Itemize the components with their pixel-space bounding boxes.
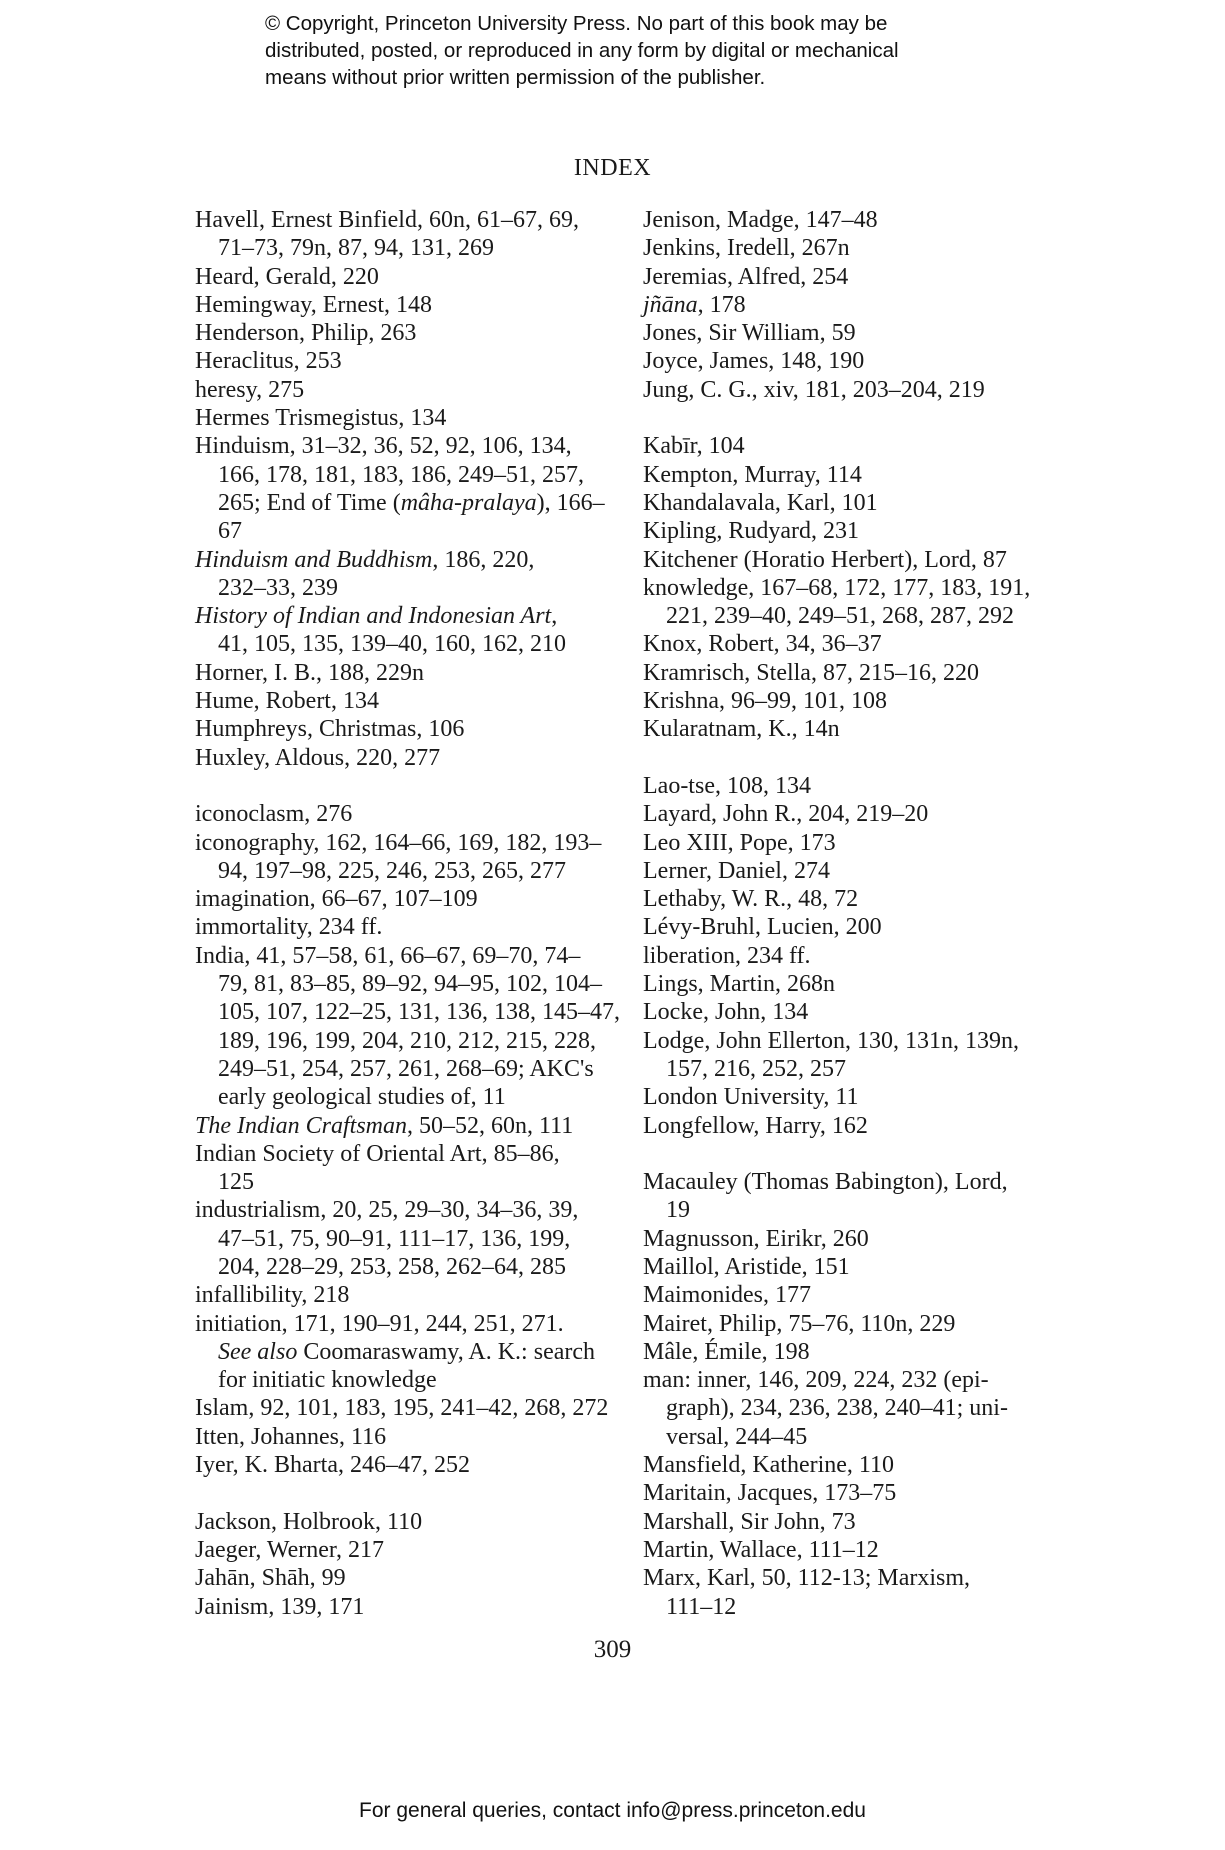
entry-text: immortality, 234 ff. — [195, 914, 383, 941]
index-entry — [643, 319, 1073, 347]
index-entry — [643, 715, 1073, 743]
entry-text: Havell, Ernest Binfield, 60n, 61–67, 69, — [195, 207, 579, 233]
index-entry — [643, 772, 1073, 800]
entry-text: Jainism, 139, 171 — [195, 1593, 365, 1620]
index-entry — [643, 857, 1073, 885]
index-entry — [195, 744, 625, 772]
index-entry — [195, 1593, 625, 1621]
index-entry — [195, 1310, 625, 1395]
index-entry — [195, 404, 625, 432]
index-entry — [643, 1168, 1073, 1225]
see-also-label: See also — [218, 1338, 298, 1365]
index-entry — [643, 574, 1073, 631]
entry-text: heresy, 275 — [195, 376, 305, 403]
entry-text: Hermes Trismegistus, 134 — [195, 405, 447, 432]
entry-text: Longfellow, Harry, 162 — [643, 1112, 868, 1139]
index-entry — [195, 206, 625, 263]
entry-text: Joyce, James, 148, 190 — [643, 348, 865, 375]
entry-text: Coomaraswamy, A. K.: search — [297, 1338, 596, 1365]
entry-text: Kempton, Murray, 114 — [643, 461, 862, 488]
entry-text: man: inner, 146, 209, 224, 232 (epi- — [643, 1367, 989, 1394]
index-entry — [643, 913, 1073, 941]
entry-text: iconography, 162, 164–66, 169, 182, 193– — [195, 829, 602, 856]
index-entry — [643, 998, 1073, 1026]
entry-text: initiation, 171, 190–91, 244, 251, 271. — [195, 1310, 564, 1337]
entry-text: 189, 196, 199, 204, 210, 212, 215, 228, — [218, 1027, 596, 1054]
index-entry — [643, 376, 1073, 404]
copyright-line: distributed, posted, or reproduced in any form by digital or mechanical — [265, 39, 899, 62]
entry-title-italic: History of Indian and Indonesian Art — [195, 603, 552, 630]
entry-text: Mairet, Philip, 75–76, 110n, 229 — [643, 1310, 956, 1337]
entry-text: Krishna, 96–99, 101, 108 — [643, 688, 887, 715]
index-entry — [643, 1508, 1073, 1536]
entry-text: 232–33, 239 — [218, 574, 338, 601]
entry-text: Locke, John, 134 — [643, 999, 809, 1026]
entry-text: early geological studies of, 11 — [218, 1084, 506, 1111]
index-entry — [195, 715, 625, 743]
index-entry — [195, 602, 625, 659]
index-entry — [643, 1451, 1073, 1479]
entry-text: Jaeger, Werner, 217 — [195, 1536, 384, 1563]
entry-text: 204, 228–29, 253, 258, 262–64, 285 — [218, 1253, 566, 1280]
index-entry — [643, 1281, 1073, 1309]
index-entry — [643, 885, 1073, 913]
entry-text: London University, 11 — [643, 1084, 859, 1111]
entry-text: Jenkins, Iredell, 267n — [643, 235, 850, 262]
entry-text: Layard, John R., 204, 219–20 — [643, 801, 929, 828]
index-entry — [643, 234, 1073, 262]
index-entry — [195, 687, 625, 715]
index-entry — [643, 489, 1073, 517]
entry-text: Hinduism, 31–32, 36, 52, 92, 106, 134, — [195, 433, 572, 460]
entry-text: Hume, Robert, 134 — [195, 688, 379, 715]
index-entry — [195, 1196, 625, 1281]
entry-text: Lévy-Bruhl, Lucien, 200 — [643, 914, 882, 941]
entry-text: Jones, Sir William, 59 — [643, 320, 856, 347]
entry-text: Jeremias, Alfred, 254 — [643, 263, 849, 290]
index-column-right — [643, 206, 1073, 1621]
entry-text: Humphreys, Christmas, 106 — [195, 716, 465, 743]
entry-text: Khandalavala, Karl, 101 — [643, 489, 878, 516]
entry-text: iconoclasm, 276 — [195, 801, 353, 828]
entry-text: Kitchener (Horatio Herbert), Lord, 87 — [643, 546, 1007, 573]
entry-text: 221, 239–40, 249–51, 268, 287, 292 — [666, 603, 1014, 630]
entry-text: Maillol, Aristide, 151 — [643, 1253, 850, 1280]
index-entry — [195, 800, 625, 828]
entry-text: Henderson, Philip, 263 — [195, 320, 417, 347]
index-entry — [195, 942, 625, 1112]
entry-text: Jackson, Holbrook, 110 — [195, 1508, 423, 1535]
entry-text: 79, 81, 83–85, 89–92, 94–95, 102, 104– — [218, 971, 602, 998]
index-entry — [195, 1564, 625, 1592]
page-title: INDEX — [573, 155, 652, 181]
index-entry — [643, 1366, 1073, 1451]
index-entry — [643, 432, 1073, 460]
index-entry — [643, 1112, 1073, 1140]
index-entry — [195, 1508, 625, 1536]
entry-text: Marshall, Sir John, 73 — [643, 1508, 856, 1535]
entry-text: infallibility, 218 — [195, 1282, 350, 1309]
index-entry — [195, 432, 625, 489]
index-column-left — [195, 206, 625, 1621]
index-entry — [195, 913, 625, 941]
index-entry — [643, 630, 1073, 658]
index-entry — [643, 1479, 1073, 1507]
index-entry — [643, 687, 1073, 715]
index-entry — [643, 1027, 1073, 1084]
index-entry — [643, 263, 1073, 291]
index-entry — [643, 347, 1073, 375]
index-entry — [195, 319, 625, 347]
entry-text: Macauley (Thomas Babington), Lord, — [643, 1169, 1008, 1196]
entry-text: Lao-tse, 108, 134 — [643, 772, 811, 799]
entry-text: Indian Society of Oriental Art, 85–86, — [195, 1140, 560, 1167]
entry-text: 265; End of Time ( — [218, 489, 401, 516]
index-entry — [195, 1281, 625, 1309]
entry-text: 249–51, 254, 257, 261, 268–69; AKC's — [218, 1055, 594, 1082]
entry-text: Hemingway, Ernest, 148 — [195, 291, 433, 318]
index-entry — [195, 1536, 625, 1564]
entry-text: Islam, 92, 101, 183, 195, 241–42, 268, 272 — [195, 1395, 609, 1422]
entry-text: Mansfield, Katherine, 110 — [643, 1452, 895, 1479]
index-entry — [195, 263, 625, 291]
index-entry — [643, 206, 1073, 234]
index-entry — [195, 546, 625, 603]
index-entry — [643, 942, 1073, 970]
entry-text: 105, 107, 122–25, 131, 136, 138, 145–47, — [218, 999, 620, 1026]
entry-text: Horner, I. B., 188, 229n — [195, 659, 425, 686]
index-entry — [643, 546, 1073, 574]
index-entry — [195, 291, 625, 319]
entry-text: 111–12 — [666, 1593, 737, 1620]
copyright-notice — [265, 10, 985, 91]
entry-text: imagination, 66–67, 107–109 — [195, 886, 478, 913]
entry-text: , — [551, 603, 558, 630]
index-entry — [643, 1253, 1073, 1281]
entry-text: Lings, Martin, 268n — [643, 971, 835, 998]
index-entry — [195, 376, 625, 404]
entry-text: Heraclitus, 253 — [195, 348, 342, 375]
entry-text: Kramrisch, Stella, 87, 215–16, 220 — [643, 659, 979, 686]
entry-text: ), 166–67 — [218, 489, 605, 545]
entry-text: for initiatic knowledge — [218, 1367, 437, 1394]
entry-text: Jenison, Madge, 147–48 — [643, 207, 878, 233]
index-entry — [195, 659, 625, 687]
entry-text: Heard, Gerald, 220 — [195, 263, 379, 290]
index-entry — [195, 489, 618, 546]
copyright-line: © Copyright, Princeton University Press. No part of this book may be — [265, 12, 888, 35]
entry-text: India, 41, 57–58, 61, 66–67, 69–70, 74– — [195, 942, 581, 969]
copyright-line: means without prior written permission of the publisher. — [265, 66, 766, 89]
index-entry — [195, 1112, 625, 1140]
entry-text: Leo XIII, Pope, 173 — [643, 829, 836, 856]
index-entry — [643, 1225, 1073, 1253]
index-entry — [195, 1140, 625, 1197]
index-entry — [643, 1338, 1073, 1366]
index-entry — [643, 829, 1073, 857]
entry-text: 71–73, 79n, 87, 94, 131, 269 — [218, 235, 494, 262]
entry-text: graph), 234, 236, 238, 240–41; uni- — [666, 1395, 1008, 1422]
entry-text: , 50–52, 60n, 111 — [407, 1112, 574, 1139]
index-entry — [643, 800, 1073, 828]
entry-text: Marx, Karl, 50, 112-13; Marxism, — [643, 1565, 971, 1592]
index-entry — [195, 885, 625, 913]
entry-text: Kularatnam, K., 14n — [643, 716, 840, 743]
entry-title-italic: Hinduism and Buddhism — [195, 546, 433, 573]
entry-text: 94, 197–98, 225, 246, 253, 265, 277 — [218, 857, 566, 884]
footer-contact: For general queries, contact info@press.princeton.edu — [359, 1799, 866, 1822]
index-entry — [195, 347, 625, 375]
entry-text: versal, 244–45 — [666, 1423, 808, 1450]
entry-text: industrialism, 20, 25, 29–30, 34–36, 39, — [195, 1197, 579, 1224]
entry-text: Lodge, John Ellerton, 130, 131n, 139n, — [643, 1027, 1019, 1054]
entry-text: 19 — [666, 1197, 690, 1224]
index-entry — [643, 970, 1073, 998]
entry-text: Jahān, Shāh, 99 — [195, 1565, 346, 1592]
index-entry — [643, 1310, 1073, 1338]
entry-text: Lerner, Daniel, 274 — [643, 857, 830, 884]
index-entry — [643, 517, 1073, 545]
entry-text: Iyer, K. Bharta, 246–47, 252 — [195, 1452, 470, 1479]
entry-text: Magnusson, Eirikr, 260 — [643, 1225, 869, 1252]
entry-text: Mâle, Émile, 198 — [643, 1338, 810, 1365]
index-entry — [195, 1451, 625, 1479]
index-entry — [195, 1394, 625, 1422]
entry-text: Lethaby, W. R., 48, 72 — [643, 886, 859, 913]
page-number: 309 — [593, 1636, 632, 1663]
entry-text: knowledge, 167–68, 172, 177, 183, 191, — [643, 574, 1031, 601]
index-entry — [643, 461, 1073, 489]
entry-text: Maritain, Jacques, 173–75 — [643, 1480, 897, 1507]
index-entry — [195, 1423, 625, 1451]
entry-text: 166, 178, 181, 183, 186, 249–51, 257, — [218, 461, 584, 488]
entry-text: , 178 — [697, 291, 746, 318]
index-entry — [643, 1536, 1073, 1564]
index-entry — [643, 291, 1073, 319]
entry-text: Martin, Wallace, 111–12 — [643, 1536, 879, 1563]
entry-title-italic: The Indian Craftsman — [195, 1112, 408, 1139]
entry-title-italic: jñāna — [643, 291, 698, 318]
entry-text: Kabīr, 104 — [643, 433, 745, 460]
entry-text: Huxley, Aldous, 220, 277 — [195, 744, 441, 771]
index-entry — [643, 659, 1073, 687]
index-entry — [195, 829, 625, 886]
entry-text: liberation, 234 ff. — [643, 942, 811, 969]
entry-text: Itten, Johannes, 116 — [195, 1423, 387, 1450]
entry-text: Knox, Robert, 34, 36–37 — [643, 631, 882, 658]
entry-text: 157, 216, 252, 257 — [666, 1055, 846, 1082]
index-entry — [643, 1083, 1073, 1111]
entry-text-italic: mâha-pralaya — [400, 489, 537, 516]
entry-text: , 186, 220, — [432, 546, 535, 573]
entry-text: 47–51, 75, 90–91, 111–17, 136, 199, — [218, 1225, 571, 1252]
entry-text: Maimonides, 177 — [643, 1282, 811, 1309]
index-entry — [643, 1564, 1073, 1621]
entry-text: 41, 105, 135, 139–40, 160, 162, 210 — [218, 631, 566, 658]
entry-text: 125 — [218, 1169, 254, 1196]
entry-text: Kipling, Rudyard, 231 — [643, 518, 859, 545]
entry-text: Jung, C. G., xiv, 181, 203–204, 219 — [643, 376, 985, 403]
